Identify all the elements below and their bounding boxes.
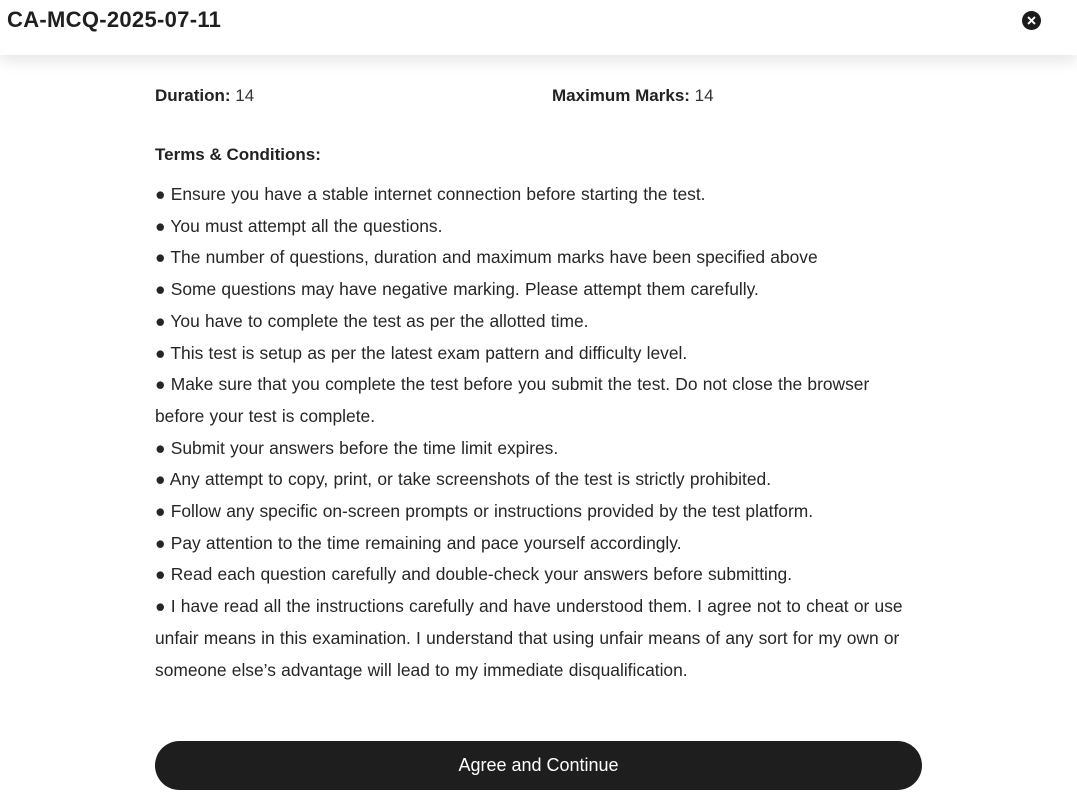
max-marks-label: Maximum Marks:: [552, 86, 690, 105]
agree-continue-button[interactable]: Agree and Continue: [155, 741, 922, 790]
duration-info: [155, 86, 254, 106]
close-icon: [1022, 11, 1041, 30]
modal-header: [0, 0, 1077, 55]
terms-item: ● Any attempt to copy, print, or take screenshots of the test is strictly prohibited.: [155, 469, 772, 490]
duration-label: Duration:: [155, 86, 231, 105]
close-button[interactable]: [1022, 11, 1041, 30]
terms-item: ● Make sure that you complete the test before you submit the test. Do not close the browser before your test is complete.: [155, 374, 870, 426]
max-marks-info: [552, 86, 714, 106]
terms-list: [155, 179, 922, 686]
terms-item: ● Pay attention to the time remaining and pace yourself accordingly.: [155, 532, 682, 553]
terms-item: ● This test is setup as per the latest exam pattern and difficulty level.: [155, 342, 688, 363]
terms-heading: Terms & Conditions:: [155, 145, 321, 164]
max-marks-value: 14: [694, 86, 714, 105]
duration-value: 14: [235, 86, 255, 105]
terms-item: ● Read each question carefully and double-check your answers before submitting.: [155, 564, 793, 585]
terms-item: ● Ensure you have a stable internet connection before starting the test.: [155, 184, 706, 204]
terms-item: ● The number of questions, duration and maximum marks have been specified above: [155, 247, 818, 268]
instructions-panel: [155, 55, 922, 686]
terms-item: ● I have read all the instructions carefully and have understood them. I agree not to cheat or use unfair means in this examination. I understand that using unfair means of any sort for my own or someone else’s advantage will lead to my immediate disqualification.: [155, 596, 903, 680]
test-meta: [155, 55, 922, 139]
terms-item: ● You have to complete the test as per the allotted time.: [155, 310, 589, 331]
terms-item: ● You must attempt all the questions.: [155, 215, 443, 236]
terms-item: ● Follow any specific on-screen prompts or instructions provided by the test platform.: [155, 501, 814, 522]
terms-item: ● Submit your answers before the time limit expires.: [155, 437, 559, 458]
terms-item: ● Some questions may have negative marking. Please attempt them carefully.: [155, 279, 759, 300]
page-title: CA-MCQ-2025-07-11: [7, 7, 222, 32]
